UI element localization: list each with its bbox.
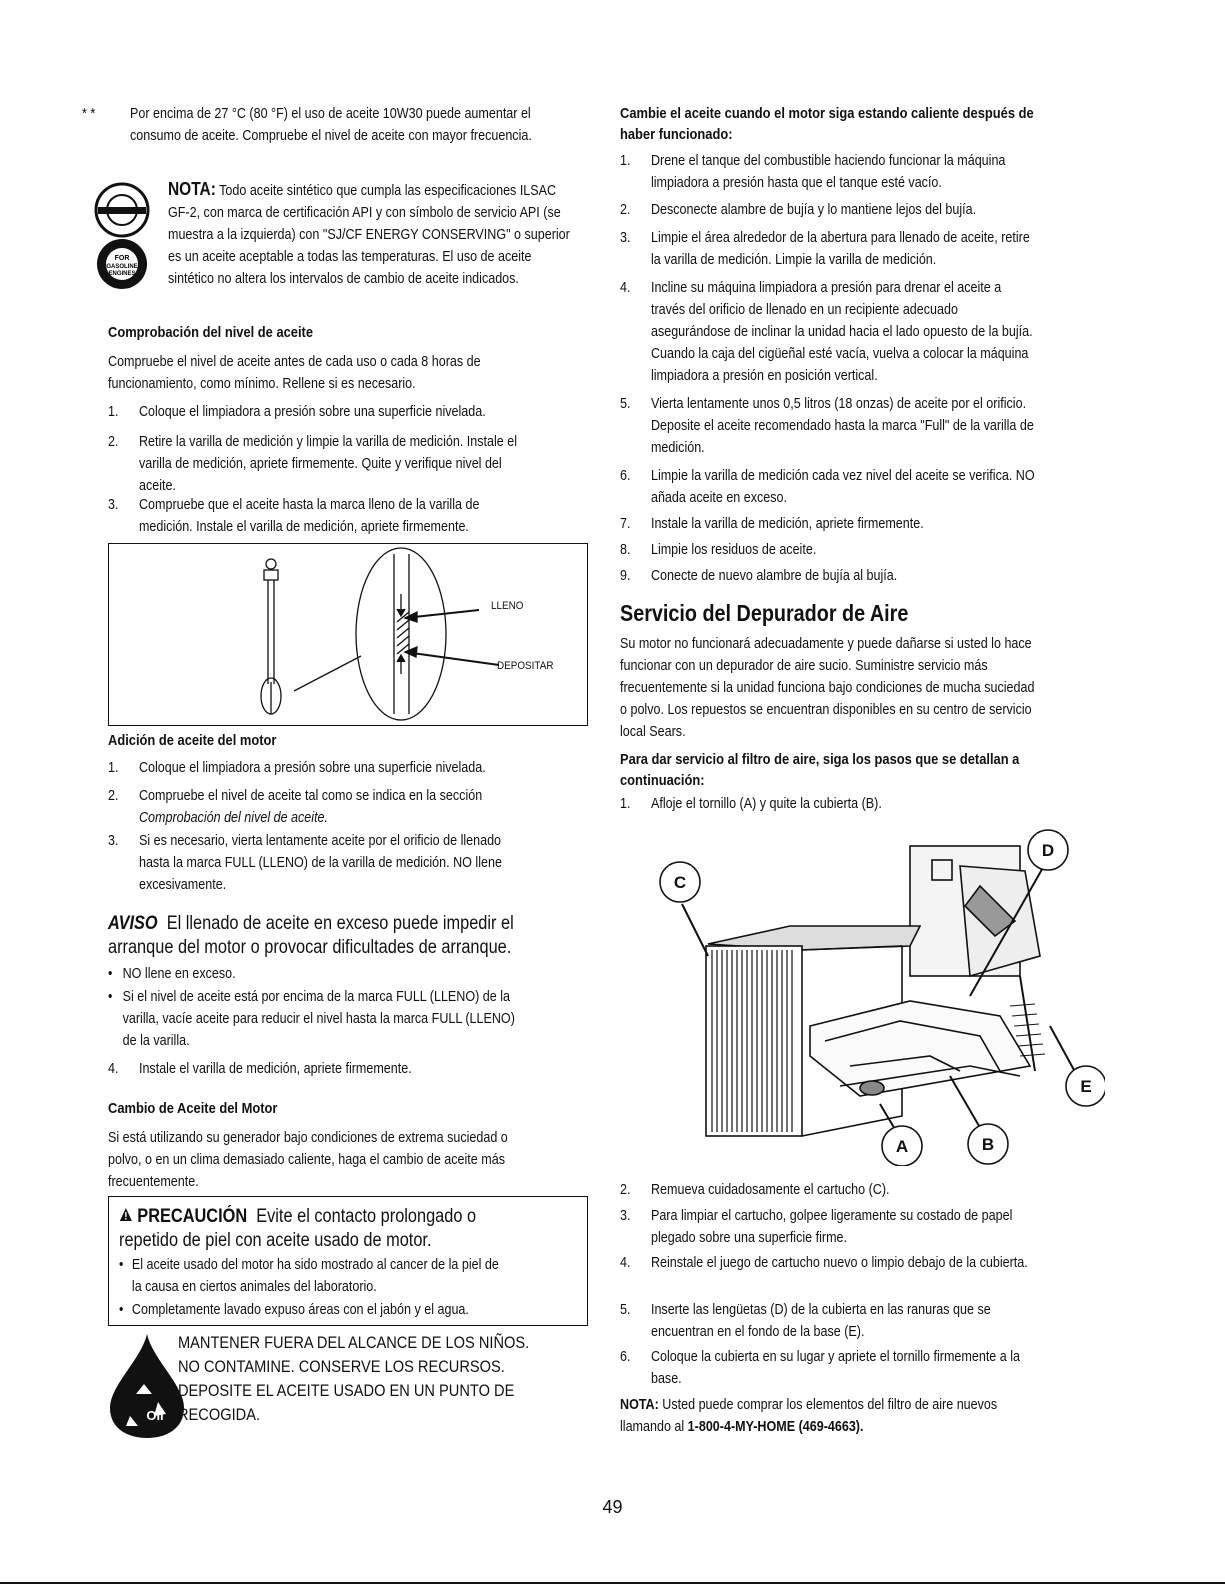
final-nota-label: NOTA: <box>620 1397 659 1413</box>
callout-d: D <box>1041 841 1055 860</box>
aviso-bullet-2: • Si el nivel de aceite está por encima de la marca FULL (LLENO) de la varilla, vacíe aceite para reducir el nivel hasta la marca FULL (LLENO) de la varilla. <box>108 989 515 1049</box>
precaucion-heading <box>119 1205 510 1253</box>
callout-c: C <box>673 873 687 892</box>
precaucion-box <box>108 1196 588 1326</box>
precaucion-text: Evite el contacto prolongado o repetido de piel con aceite usado de motor. <box>119 1206 477 1251</box>
add-oil-heading: Adición de aceite del motor <box>108 732 277 749</box>
precaucion-label: PRECAUCIÓN <box>137 1206 248 1227</box>
check-step-3: 3. Compruebe que el aceite hasta la marca lleno de la varilla de medición. Instale el varilla de medición, apriete firmemente. <box>108 497 480 535</box>
recycle-text: MANTENER FUERA DEL ALCANCE DE LOS NIÑOS. NO CONTAMINE. CONSERVE LOS RECURSOS. DEPOSITE EL ACEITE USADO EN UN PUNTO DE RECOGIDA. <box>178 1333 530 1424</box>
page-number: 49 <box>602 1497 623 1517</box>
aviso-bullet-1: • NO llene en exceso. <box>108 966 236 982</box>
callout-e: E <box>1080 1077 1092 1096</box>
hot-step-3: 3. Limpie el área alrededor de la abertura para llenado de aceite, retire la varilla de medición. Limpie la varilla de medición. <box>620 230 1030 268</box>
hot-step-8: 8. Limpie los residuos de aceite. <box>620 542 817 558</box>
precaucion-bullet-2: • Completamente lavado expuso áreas con el jabón y el agua. <box>119 1302 469 1318</box>
air-step-6: 6. Coloque la cubierta en su lugar y apriete el tornillo firmemente a la base. <box>620 1349 1021 1387</box>
aviso-block <box>108 912 521 960</box>
phone-number: 1-800-4-MY-HOME (469-4663). <box>687 1419 864 1435</box>
nota-block <box>168 178 581 290</box>
aviso-label: AVISO <box>108 913 158 934</box>
footnote-text: Por encima de 27 °C (80 °F) el uso de aceite 10W30 puede aumentar el consumo de aceite. Compruebe el nivel de aceite con mayor frecuencia. <box>130 106 532 144</box>
final-nota-text: Usted puede comprar los elementos del filtro de aire nuevos llamando al <box>620 1397 998 1435</box>
check-oil-intro: Compruebe el nivel de aceite antes de cada uso o cada 8 horas de funcionamiento, como mínimo. Rellene si es necesario. <box>108 354 481 392</box>
add-step-2: 2. Compruebe el nivel de aceite tal como se indica en la sección Comprobación del nivel de aceite. <box>108 788 483 826</box>
svg-text:GASOLINE: GASOLINE <box>106 264 138 270</box>
svg-text:ENGINES: ENGINES <box>108 271 136 277</box>
add-step-1: 1. Coloque el limpiadora a presión sobre una superficie nivelada. <box>108 760 486 776</box>
final-nota <box>620 1394 1037 1438</box>
add-step-4: 4. Instale el varilla de medición, apriete firmemente. <box>108 1061 412 1077</box>
svg-text:FOR: FOR <box>114 255 130 262</box>
hot-step-6: 6. Limpie la varilla de medición cada vez nivel del aceite se verifica. NO añada aceite en exceso. <box>620 468 1035 506</box>
dipstick-diagram <box>108 543 588 726</box>
check-step-1: 1. Coloque el limpiadora a presión sobre una superficie nivelada. <box>108 404 486 420</box>
lleno-label: LLENO <box>491 600 524 612</box>
callout-b: B <box>981 1135 995 1154</box>
check-step-2: 2. Retire la varilla de medición y limpie la varilla de medición. Instale el varilla de medición, apriete firmemente. Quite y verifique nivel del aceite. <box>108 434 518 494</box>
api-service-symbol-icon <box>94 180 156 292</box>
nota-text: Todo aceite sintético que cumpla las especificaciones ILSAC GF-2, con marca de certificación API y con símbolo de servicio API (se muestra a la izquierda) con "SJ/CF ENERGY CONSERVING" o superior es un aceite aceptable a todas las temperaturas. El uso de aceite sintético no altera los intervalos de cambio de aceite indicados. <box>168 183 570 287</box>
air-cleaner-diagram <box>640 826 1105 1166</box>
air-step-1: 1. Afloje el tornillo (A) y quite la cubierta (B). <box>620 796 882 812</box>
hot-step-9: 9. Conecte de nuevo alambre de bujía al bujía. <box>620 568 898 584</box>
hot-change-heading: Cambie el aceite cuando el motor siga estando caliente después de haber funcionado: <box>620 105 1034 143</box>
depositar-label: DEPOSITAR <box>497 660 554 672</box>
hot-step-7: 7. Instale la varilla de medición, apriete firmemente. <box>620 516 924 532</box>
footnote-marker: * * <box>82 106 96 122</box>
hot-step-5: 5. Vierta lentamente unos 0,5 litros (18 onzas) de aceite por el orificio. Deposite el aceite recomendado hasta la marca "Full" de la varilla de medición. <box>620 396 1034 456</box>
warning-triangle-icon <box>119 1205 133 1229</box>
change-oil-heading: Cambio de Aceite del Motor <box>108 1100 278 1117</box>
section-reference: Comprobación del nivel de aceite. <box>138 810 329 826</box>
air-cleaner-text: Su motor no funcionará adecuadamente y puede dañarse si usted lo hace funcionar con un depurador de aire sucio. Suministre servicio más frecuentemente si la unidad funciona bajo condiciones de mucha suciedad o polvo. Los repuestos se encuentran disponibles en su centro de servicio local Sears. <box>620 636 1035 740</box>
precaucion-bullet-1: • El aceite usado del motor ha sido mostrado al cancer de la piel de la causa en ciertos animales del laboratorio. <box>119 1257 499 1295</box>
air-step-4: 4. Reinstale el juego de cartucho nuevo o limpio debajo de la cubierta. <box>620 1255 1028 1271</box>
hot-step-2: 2. Desconecte alambre de bujía y lo mantiene lejos del bujía. <box>620 202 977 218</box>
aviso-text: El llenado de aceite en exceso puede impedir el arranque del motor o provocar dificultades de arranque. <box>108 913 514 958</box>
svg-text:Oil: Oil <box>146 1408 164 1423</box>
bottom-rule <box>0 1582 1225 1584</box>
callout-a: A <box>895 1137 909 1156</box>
dipstick-icon <box>261 548 499 720</box>
change-oil-text: Si está utilizando su generador bajo condiciones de extrema suciedad o polvo, o en un clima demasiado caliente, haga el cambio de aceite más frecuentemente. <box>108 1130 508 1190</box>
air-cleaner-heading: Servicio del Depurador de Aire <box>620 600 909 626</box>
oil-recycle-logo-icon <box>108 1330 186 1440</box>
check-oil-heading: Comprobación del nivel de aceite <box>108 324 314 341</box>
hot-step-1: 1. Drene el tanque del combustible haciendo funcionar la máquina limpiadora a presión hasta que el tanque esté vacío. <box>620 153 1006 191</box>
air-step-5: 5. Inserte las lengüetas (D) de la cubierta en las ranuras que se encuentran en el fondo de la base (E). <box>620 1302 991 1340</box>
nota-label: NOTA: <box>168 179 216 199</box>
add-step-3: 3. Si es necesario, vierta lentamente aceite por el orificio de llenado hasta la marca FULL (LLENO) de la varilla de medición. NO llene excesivamente. <box>108 833 502 893</box>
air-step-2: 2. Remueva cuidadosamente el cartucho (C). <box>620 1182 890 1198</box>
hot-step-4: 4. Incline su máquina limpiadora a presión para drenar el aceite a través del orificio de llenado en un recipiente adecuado asegurándose de inclinar la unidad hacia el lado opuesto de la bujía. Cuando la caja del cigüeñal esté vacía, vuelva a colocar la máquina limpiadora a presión en posición vertical. <box>620 280 1033 384</box>
air-step-3: 3. Para limpiar el cartucho, golpee ligeramente su costado de papel plegado sobre una superficie firme. <box>620 1208 1013 1246</box>
air-service-subheading: Para dar servicio al filtro de aire, siga los pasos que se detallan a continuación: <box>620 751 1020 789</box>
